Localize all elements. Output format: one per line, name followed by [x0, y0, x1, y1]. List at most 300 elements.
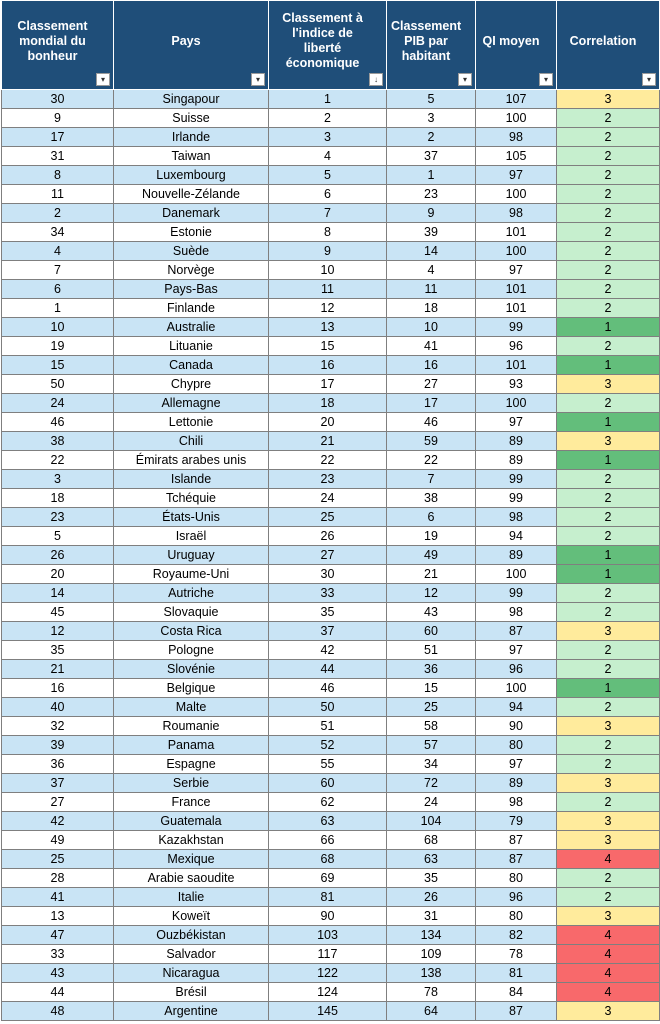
cell-correlation[interactable]: 4: [557, 926, 660, 945]
cell-iq[interactable]: 100: [476, 679, 557, 698]
cell-iq[interactable]: 87: [476, 1002, 557, 1021]
cell-happiness-rank[interactable]: 42: [2, 812, 114, 831]
cell-correlation[interactable]: 2: [557, 147, 660, 166]
cell-correlation[interactable]: 1: [557, 318, 660, 337]
cell-gdp-rank[interactable]: 43: [387, 603, 476, 622]
cell-correlation[interactable]: 3: [557, 622, 660, 641]
cell-happiness-rank[interactable]: 12: [2, 622, 114, 641]
cell-iq[interactable]: 100: [476, 185, 557, 204]
cell-iq[interactable]: 101: [476, 299, 557, 318]
cell-gdp-rank[interactable]: 34: [387, 755, 476, 774]
cell-iq[interactable]: 94: [476, 527, 557, 546]
cell-iq[interactable]: 98: [476, 603, 557, 622]
cell-economic-freedom-rank[interactable]: 12: [269, 299, 387, 318]
cell-iq[interactable]: 87: [476, 622, 557, 641]
cell-gdp-rank[interactable]: 1: [387, 166, 476, 185]
cell-country[interactable]: Chili: [114, 432, 269, 451]
cell-happiness-rank[interactable]: 26: [2, 546, 114, 565]
cell-gdp-rank[interactable]: 19: [387, 527, 476, 546]
cell-gdp-rank[interactable]: 49: [387, 546, 476, 565]
cell-iq[interactable]: 93: [476, 375, 557, 394]
cell-economic-freedom-rank[interactable]: 9: [269, 242, 387, 261]
cell-economic-freedom-rank[interactable]: 66: [269, 831, 387, 850]
cell-economic-freedom-rank[interactable]: 11: [269, 280, 387, 299]
cell-economic-freedom-rank[interactable]: 44: [269, 660, 387, 679]
cell-happiness-rank[interactable]: 41: [2, 888, 114, 907]
cell-gdp-rank[interactable]: 41: [387, 337, 476, 356]
cell-economic-freedom-rank[interactable]: 69: [269, 869, 387, 888]
cell-correlation[interactable]: 4: [557, 964, 660, 983]
cell-iq[interactable]: 97: [476, 166, 557, 185]
cell-happiness-rank[interactable]: 34: [2, 223, 114, 242]
cell-correlation[interactable]: 3: [557, 717, 660, 736]
cell-economic-freedom-rank[interactable]: 4: [269, 147, 387, 166]
cell-happiness-rank[interactable]: 22: [2, 451, 114, 470]
cell-country[interactable]: États-Unis: [114, 508, 269, 527]
cell-country[interactable]: Danemark: [114, 204, 269, 223]
cell-correlation[interactable]: 3: [557, 432, 660, 451]
cell-iq[interactable]: 99: [476, 470, 557, 489]
cell-country[interactable]: Panama: [114, 736, 269, 755]
cell-economic-freedom-rank[interactable]: 37: [269, 622, 387, 641]
cell-economic-freedom-rank[interactable]: 21: [269, 432, 387, 451]
cell-gdp-rank[interactable]: 23: [387, 185, 476, 204]
cell-correlation[interactable]: 2: [557, 394, 660, 413]
cell-happiness-rank[interactable]: 45: [2, 603, 114, 622]
cell-gdp-rank[interactable]: 3: [387, 109, 476, 128]
cell-gdp-rank[interactable]: 27: [387, 375, 476, 394]
cell-iq[interactable]: 80: [476, 736, 557, 755]
cell-happiness-rank[interactable]: 21: [2, 660, 114, 679]
cell-correlation[interactable]: 1: [557, 356, 660, 375]
cell-country[interactable]: Suisse: [114, 109, 269, 128]
cell-happiness-rank[interactable]: 10: [2, 318, 114, 337]
cell-economic-freedom-rank[interactable]: 22: [269, 451, 387, 470]
cell-correlation[interactable]: 2: [557, 261, 660, 280]
cell-correlation[interactable]: 1: [557, 451, 660, 470]
cell-happiness-rank[interactable]: 17: [2, 128, 114, 147]
cell-economic-freedom-rank[interactable]: 42: [269, 641, 387, 660]
cell-iq[interactable]: 105: [476, 147, 557, 166]
cell-economic-freedom-rank[interactable]: 30: [269, 565, 387, 584]
cell-iq[interactable]: 87: [476, 850, 557, 869]
cell-gdp-rank[interactable]: 10: [387, 318, 476, 337]
cell-economic-freedom-rank[interactable]: 63: [269, 812, 387, 831]
cell-economic-freedom-rank[interactable]: 8: [269, 223, 387, 242]
cell-economic-freedom-rank[interactable]: 117: [269, 945, 387, 964]
cell-correlation[interactable]: 2: [557, 584, 660, 603]
cell-happiness-rank[interactable]: 39: [2, 736, 114, 755]
cell-correlation[interactable]: 3: [557, 375, 660, 394]
cell-correlation[interactable]: 3: [557, 774, 660, 793]
cell-gdp-rank[interactable]: 26: [387, 888, 476, 907]
cell-happiness-rank[interactable]: 32: [2, 717, 114, 736]
cell-economic-freedom-rank[interactable]: 50: [269, 698, 387, 717]
cell-economic-freedom-rank[interactable]: 46: [269, 679, 387, 698]
cell-correlation[interactable]: 1: [557, 565, 660, 584]
cell-gdp-rank[interactable]: 22: [387, 451, 476, 470]
cell-iq[interactable]: 98: [476, 204, 557, 223]
cell-happiness-rank[interactable]: 2: [2, 204, 114, 223]
cell-country[interactable]: Irlande: [114, 128, 269, 147]
cell-country[interactable]: Belgique: [114, 679, 269, 698]
cell-correlation[interactable]: 2: [557, 223, 660, 242]
cell-country[interactable]: France: [114, 793, 269, 812]
cell-iq[interactable]: 97: [476, 261, 557, 280]
cell-iq[interactable]: 90: [476, 717, 557, 736]
cell-gdp-rank[interactable]: 15: [387, 679, 476, 698]
cell-economic-freedom-rank[interactable]: 7: [269, 204, 387, 223]
cell-country[interactable]: Italie: [114, 888, 269, 907]
cell-iq[interactable]: 89: [476, 451, 557, 470]
filter-dropdown-icon[interactable]: ▾: [251, 73, 265, 86]
cell-gdp-rank[interactable]: 17: [387, 394, 476, 413]
cell-correlation[interactable]: 2: [557, 755, 660, 774]
cell-happiness-rank[interactable]: 37: [2, 774, 114, 793]
cell-country[interactable]: Lettonie: [114, 413, 269, 432]
sort-ascending-icon[interactable]: ↓: [369, 73, 383, 86]
cell-iq[interactable]: 99: [476, 584, 557, 603]
cell-country[interactable]: Slovaquie: [114, 603, 269, 622]
cell-gdp-rank[interactable]: 104: [387, 812, 476, 831]
cell-economic-freedom-rank[interactable]: 124: [269, 983, 387, 1002]
cell-correlation[interactable]: 2: [557, 204, 660, 223]
cell-economic-freedom-rank[interactable]: 23: [269, 470, 387, 489]
cell-iq[interactable]: 94: [476, 698, 557, 717]
cell-happiness-rank[interactable]: 43: [2, 964, 114, 983]
cell-country[interactable]: Salvador: [114, 945, 269, 964]
cell-happiness-rank[interactable]: 11: [2, 185, 114, 204]
cell-happiness-rank[interactable]: 20: [2, 565, 114, 584]
cell-happiness-rank[interactable]: 36: [2, 755, 114, 774]
cell-correlation[interactable]: 2: [557, 793, 660, 812]
cell-economic-freedom-rank[interactable]: 2: [269, 109, 387, 128]
cell-iq[interactable]: 97: [476, 413, 557, 432]
cell-iq[interactable]: 100: [476, 242, 557, 261]
cell-country[interactable]: Suède: [114, 242, 269, 261]
cell-iq[interactable]: 100: [476, 565, 557, 584]
cell-gdp-rank[interactable]: 6: [387, 508, 476, 527]
cell-correlation[interactable]: 2: [557, 698, 660, 717]
cell-iq[interactable]: 96: [476, 660, 557, 679]
cell-gdp-rank[interactable]: 109: [387, 945, 476, 964]
cell-correlation[interactable]: 2: [557, 128, 660, 147]
cell-happiness-rank[interactable]: 40: [2, 698, 114, 717]
cell-correlation[interactable]: 2: [557, 736, 660, 755]
cell-happiness-rank[interactable]: 25: [2, 850, 114, 869]
cell-country[interactable]: Nicaragua: [114, 964, 269, 983]
cell-happiness-rank[interactable]: 23: [2, 508, 114, 527]
cell-correlation[interactable]: 2: [557, 109, 660, 128]
cell-country[interactable]: Estonie: [114, 223, 269, 242]
cell-gdp-rank[interactable]: 11: [387, 280, 476, 299]
cell-country[interactable]: Ouzbékistan: [114, 926, 269, 945]
cell-economic-freedom-rank[interactable]: 90: [269, 907, 387, 926]
cell-happiness-rank[interactable]: 13: [2, 907, 114, 926]
cell-economic-freedom-rank[interactable]: 60: [269, 774, 387, 793]
cell-economic-freedom-rank[interactable]: 1: [269, 90, 387, 109]
cell-country[interactable]: Kazakhstan: [114, 831, 269, 850]
cell-correlation[interactable]: 4: [557, 945, 660, 964]
cell-correlation[interactable]: 3: [557, 907, 660, 926]
cell-happiness-rank[interactable]: 18: [2, 489, 114, 508]
cell-iq[interactable]: 82: [476, 926, 557, 945]
cell-iq[interactable]: 100: [476, 109, 557, 128]
cell-country[interactable]: Chypre: [114, 375, 269, 394]
cell-country[interactable]: Argentine: [114, 1002, 269, 1021]
cell-correlation[interactable]: 3: [557, 1002, 660, 1021]
cell-gdp-rank[interactable]: 35: [387, 869, 476, 888]
cell-country[interactable]: Mexique: [114, 850, 269, 869]
cell-iq[interactable]: 99: [476, 489, 557, 508]
cell-gdp-rank[interactable]: 21: [387, 565, 476, 584]
cell-economic-freedom-rank[interactable]: 15: [269, 337, 387, 356]
cell-economic-freedom-rank[interactable]: 35: [269, 603, 387, 622]
cell-happiness-rank[interactable]: 46: [2, 413, 114, 432]
cell-gdp-rank[interactable]: 58: [387, 717, 476, 736]
cell-economic-freedom-rank[interactable]: 16: [269, 356, 387, 375]
cell-gdp-rank[interactable]: 37: [387, 147, 476, 166]
cell-happiness-rank[interactable]: 24: [2, 394, 114, 413]
cell-iq[interactable]: 97: [476, 641, 557, 660]
cell-iq[interactable]: 96: [476, 337, 557, 356]
cell-country[interactable]: Australie: [114, 318, 269, 337]
cell-happiness-rank[interactable]: 48: [2, 1002, 114, 1021]
cell-country[interactable]: Allemagne: [114, 394, 269, 413]
cell-correlation[interactable]: 1: [557, 679, 660, 698]
cell-happiness-rank[interactable]: 9: [2, 109, 114, 128]
cell-iq[interactable]: 89: [476, 774, 557, 793]
cell-iq[interactable]: 107: [476, 90, 557, 109]
cell-country[interactable]: Espagne: [114, 755, 269, 774]
cell-happiness-rank[interactable]: 49: [2, 831, 114, 850]
cell-gdp-rank[interactable]: 31: [387, 907, 476, 926]
cell-gdp-rank[interactable]: 12: [387, 584, 476, 603]
cell-country[interactable]: Taiwan: [114, 147, 269, 166]
cell-correlation[interactable]: 4: [557, 850, 660, 869]
cell-correlation[interactable]: 3: [557, 812, 660, 831]
cell-happiness-rank[interactable]: 5: [2, 527, 114, 546]
cell-economic-freedom-rank[interactable]: 13: [269, 318, 387, 337]
cell-gdp-rank[interactable]: 59: [387, 432, 476, 451]
cell-correlation[interactable]: 2: [557, 527, 660, 546]
cell-gdp-rank[interactable]: 24: [387, 793, 476, 812]
cell-gdp-rank[interactable]: 51: [387, 641, 476, 660]
cell-economic-freedom-rank[interactable]: 27: [269, 546, 387, 565]
cell-correlation[interactable]: 2: [557, 489, 660, 508]
cell-happiness-rank[interactable]: 50: [2, 375, 114, 394]
filter-dropdown-icon[interactable]: ▾: [458, 73, 472, 86]
cell-correlation[interactable]: 2: [557, 641, 660, 660]
cell-country[interactable]: Pologne: [114, 641, 269, 660]
cell-happiness-rank[interactable]: 3: [2, 470, 114, 489]
cell-economic-freedom-rank[interactable]: 6: [269, 185, 387, 204]
cell-gdp-rank[interactable]: 134: [387, 926, 476, 945]
cell-gdp-rank[interactable]: 138: [387, 964, 476, 983]
cell-iq[interactable]: 96: [476, 888, 557, 907]
cell-country[interactable]: Finlande: [114, 299, 269, 318]
cell-iq[interactable]: 101: [476, 280, 557, 299]
cell-country[interactable]: Émirats arabes unis: [114, 451, 269, 470]
cell-country[interactable]: Islande: [114, 470, 269, 489]
cell-happiness-rank[interactable]: 47: [2, 926, 114, 945]
filter-dropdown-icon[interactable]: ▾: [642, 73, 656, 86]
cell-country[interactable]: Uruguay: [114, 546, 269, 565]
cell-correlation[interactable]: 2: [557, 888, 660, 907]
cell-gdp-rank[interactable]: 2: [387, 128, 476, 147]
cell-correlation[interactable]: 2: [557, 185, 660, 204]
cell-happiness-rank[interactable]: 30: [2, 90, 114, 109]
cell-correlation[interactable]: 1: [557, 413, 660, 432]
cell-country[interactable]: Lituanie: [114, 337, 269, 356]
cell-country[interactable]: Pays-Bas: [114, 280, 269, 299]
cell-country[interactable]: Tchéquie: [114, 489, 269, 508]
cell-gdp-rank[interactable]: 18: [387, 299, 476, 318]
cell-country[interactable]: Costa Rica: [114, 622, 269, 641]
cell-correlation[interactable]: 1: [557, 546, 660, 565]
cell-economic-freedom-rank[interactable]: 5: [269, 166, 387, 185]
cell-country[interactable]: Norvège: [114, 261, 269, 280]
cell-country[interactable]: Guatemala: [114, 812, 269, 831]
cell-country[interactable]: Luxembourg: [114, 166, 269, 185]
cell-correlation[interactable]: 2: [557, 869, 660, 888]
cell-gdp-rank[interactable]: 16: [387, 356, 476, 375]
cell-country[interactable]: Roumanie: [114, 717, 269, 736]
cell-happiness-rank[interactable]: 31: [2, 147, 114, 166]
cell-economic-freedom-rank[interactable]: 51: [269, 717, 387, 736]
cell-happiness-rank[interactable]: 1: [2, 299, 114, 318]
cell-iq[interactable]: 98: [476, 128, 557, 147]
cell-country[interactable]: Royaume-Uni: [114, 565, 269, 584]
cell-correlation[interactable]: 2: [557, 242, 660, 261]
cell-gdp-rank[interactable]: 5: [387, 90, 476, 109]
cell-economic-freedom-rank[interactable]: 33: [269, 584, 387, 603]
cell-iq[interactable]: 97: [476, 755, 557, 774]
cell-economic-freedom-rank[interactable]: 20: [269, 413, 387, 432]
cell-gdp-rank[interactable]: 60: [387, 622, 476, 641]
cell-iq[interactable]: 101: [476, 223, 557, 242]
cell-happiness-rank[interactable]: 27: [2, 793, 114, 812]
cell-country[interactable]: Brésil: [114, 983, 269, 1002]
cell-economic-freedom-rank[interactable]: 17: [269, 375, 387, 394]
cell-economic-freedom-rank[interactable]: 81: [269, 888, 387, 907]
cell-gdp-rank[interactable]: 25: [387, 698, 476, 717]
cell-happiness-rank[interactable]: 7: [2, 261, 114, 280]
cell-economic-freedom-rank[interactable]: 25: [269, 508, 387, 527]
cell-iq[interactable]: 98: [476, 508, 557, 527]
filter-dropdown-icon[interactable]: ▾: [539, 73, 553, 86]
cell-correlation[interactable]: 2: [557, 470, 660, 489]
cell-country[interactable]: Arabie saoudite: [114, 869, 269, 888]
cell-iq[interactable]: 78: [476, 945, 557, 964]
cell-gdp-rank[interactable]: 39: [387, 223, 476, 242]
cell-gdp-rank[interactable]: 38: [387, 489, 476, 508]
cell-happiness-rank[interactable]: 6: [2, 280, 114, 299]
cell-iq[interactable]: 89: [476, 432, 557, 451]
cell-economic-freedom-rank[interactable]: 62: [269, 793, 387, 812]
cell-gdp-rank[interactable]: 9: [387, 204, 476, 223]
cell-country[interactable]: Malte: [114, 698, 269, 717]
cell-economic-freedom-rank[interactable]: 103: [269, 926, 387, 945]
cell-economic-freedom-rank[interactable]: 52: [269, 736, 387, 755]
cell-economic-freedom-rank[interactable]: 3: [269, 128, 387, 147]
cell-iq[interactable]: 81: [476, 964, 557, 983]
cell-happiness-rank[interactable]: 44: [2, 983, 114, 1002]
cell-correlation[interactable]: 2: [557, 508, 660, 527]
cell-iq[interactable]: 87: [476, 831, 557, 850]
cell-happiness-rank[interactable]: 14: [2, 584, 114, 603]
cell-happiness-rank[interactable]: 8: [2, 166, 114, 185]
cell-iq[interactable]: 80: [476, 869, 557, 888]
cell-iq[interactable]: 89: [476, 546, 557, 565]
cell-happiness-rank[interactable]: 16: [2, 679, 114, 698]
cell-gdp-rank[interactable]: 64: [387, 1002, 476, 1021]
cell-happiness-rank[interactable]: 35: [2, 641, 114, 660]
cell-gdp-rank[interactable]: 46: [387, 413, 476, 432]
cell-gdp-rank[interactable]: 36: [387, 660, 476, 679]
cell-correlation[interactable]: 2: [557, 299, 660, 318]
cell-correlation[interactable]: 2: [557, 603, 660, 622]
cell-gdp-rank[interactable]: 63: [387, 850, 476, 869]
cell-correlation[interactable]: 2: [557, 660, 660, 679]
cell-gdp-rank[interactable]: 57: [387, 736, 476, 755]
cell-iq[interactable]: 98: [476, 793, 557, 812]
cell-economic-freedom-rank[interactable]: 68: [269, 850, 387, 869]
cell-iq[interactable]: 101: [476, 356, 557, 375]
cell-gdp-rank[interactable]: 78: [387, 983, 476, 1002]
cell-happiness-rank[interactable]: 15: [2, 356, 114, 375]
cell-correlation[interactable]: 2: [557, 280, 660, 299]
cell-country[interactable]: Singapour: [114, 90, 269, 109]
cell-economic-freedom-rank[interactable]: 145: [269, 1002, 387, 1021]
cell-gdp-rank[interactable]: 72: [387, 774, 476, 793]
cell-iq[interactable]: 80: [476, 907, 557, 926]
cell-correlation[interactable]: 2: [557, 337, 660, 356]
cell-correlation[interactable]: 4: [557, 983, 660, 1002]
cell-correlation[interactable]: 3: [557, 90, 660, 109]
cell-gdp-rank[interactable]: 14: [387, 242, 476, 261]
cell-iq[interactable]: 84: [476, 983, 557, 1002]
cell-economic-freedom-rank[interactable]: 26: [269, 527, 387, 546]
cell-economic-freedom-rank[interactable]: 10: [269, 261, 387, 280]
cell-correlation[interactable]: 2: [557, 166, 660, 185]
cell-economic-freedom-rank[interactable]: 122: [269, 964, 387, 983]
cell-happiness-rank[interactable]: 38: [2, 432, 114, 451]
cell-country[interactable]: Koweït: [114, 907, 269, 926]
cell-country[interactable]: Israël: [114, 527, 269, 546]
cell-economic-freedom-rank[interactable]: 24: [269, 489, 387, 508]
cell-country[interactable]: Nouvelle-Zélande: [114, 185, 269, 204]
filter-dropdown-icon[interactable]: ▾: [96, 73, 110, 86]
cell-economic-freedom-rank[interactable]: 55: [269, 755, 387, 774]
cell-happiness-rank[interactable]: 4: [2, 242, 114, 261]
cell-economic-freedom-rank[interactable]: 18: [269, 394, 387, 413]
cell-gdp-rank[interactable]: 68: [387, 831, 476, 850]
cell-iq[interactable]: 79: [476, 812, 557, 831]
cell-country[interactable]: Autriche: [114, 584, 269, 603]
cell-happiness-rank[interactable]: 19: [2, 337, 114, 356]
cell-country[interactable]: Serbie: [114, 774, 269, 793]
cell-iq[interactable]: 99: [476, 318, 557, 337]
cell-iq[interactable]: 100: [476, 394, 557, 413]
cell-country[interactable]: Canada: [114, 356, 269, 375]
cell-happiness-rank[interactable]: 33: [2, 945, 114, 964]
cell-happiness-rank[interactable]: 28: [2, 869, 114, 888]
cell-gdp-rank[interactable]: 4: [387, 261, 476, 280]
cell-gdp-rank[interactable]: 7: [387, 470, 476, 489]
cell-country[interactable]: Slovénie: [114, 660, 269, 679]
cell-correlation[interactable]: 3: [557, 831, 660, 850]
